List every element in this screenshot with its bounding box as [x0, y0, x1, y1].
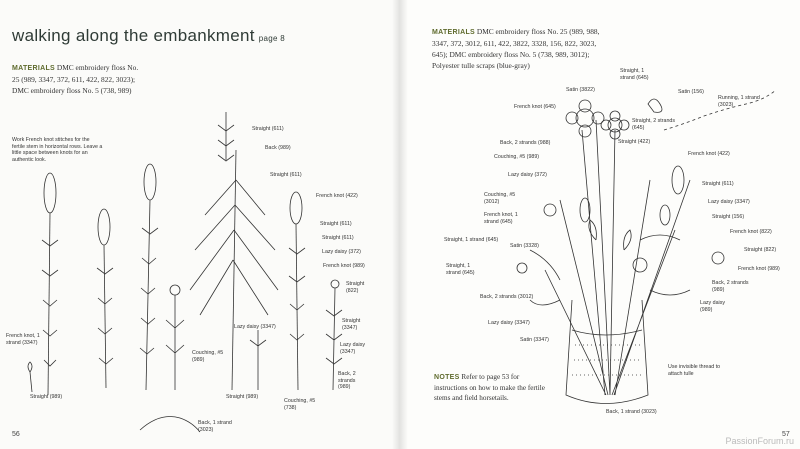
label-invisible-thread: Use invisible thread to attach tulle [668, 364, 721, 377]
label-french-knot-822: French knot (822) [730, 229, 772, 235]
flower-top [566, 100, 604, 137]
label-straight-822: Straight (822) [744, 247, 777, 253]
label-straight-822: Straight (822) [346, 281, 365, 294]
label-lazy-daisy-372: Lazy daisy (372) [508, 172, 547, 178]
label-lazy-daisy-989: Lazy daisy (989) [700, 300, 726, 313]
label-back-3023: Back, 1 strand (3023) [198, 420, 232, 433]
page-title: walking along the embankment page 8 [12, 26, 286, 45]
label-straight-422: Straight (422) [618, 139, 651, 145]
book-gutter [392, 0, 408, 449]
label-couching-989: Couching, #5 (989) [192, 350, 224, 363]
label-couching-989: Couching, #5 (989) [494, 154, 540, 160]
label-straight-989-b: Straight (989) [226, 394, 259, 400]
tulle-vase [566, 300, 648, 404]
instruction-note: Work French knot stitches for the fertile stem in horizontal rows. Leave a little space between knots for an authentic look. [12, 137, 103, 163]
label-french-knot-645: French knot (645) [514, 104, 556, 110]
label-lazy-daisy-372: Lazy daisy (372) [322, 249, 361, 255]
label-satin-156: Satin (156) [678, 89, 704, 95]
label-lazy-daisy-3347-r: Lazy daisy (3347) [340, 342, 366, 355]
label-running-3023: Running, 1 strand (3023) [718, 95, 760, 108]
label-straight-611: Straight (611) [702, 181, 734, 187]
label-straight-156: Straight (156) [712, 214, 745, 220]
label-back-2-strands-988: Back, 2 strands (988) [500, 140, 551, 146]
label-back-3023: Back, 1 strand (3023) [606, 409, 657, 415]
right-page [400, 0, 800, 449]
label-lazy-daisy-3347-b: Lazy daisy (3347) [488, 320, 530, 326]
label-straight-611-a: Straight (611) [320, 221, 352, 227]
fertile-stem-1 [42, 173, 58, 395]
label-straight-1-strand-645: Straight, 1 strand (645) [444, 237, 499, 243]
label-french-knot-422: French knot (422) [688, 151, 730, 157]
fertile-stem-2 [97, 209, 113, 388]
label-lazy-daisy-3347: Lazy daisy (3347) [708, 199, 750, 205]
page-number-right: 57 [782, 431, 790, 438]
label-straight-611-top: Straight (611) [252, 126, 284, 132]
label-straight-611-b: Straight (611) [322, 235, 354, 241]
materials-left: MATERIALS DMC embroidery floss No. 25 (989, 3347, 372, 611, 422, 822, 3023); DMC embroidery floss No. 5 (738, 989) [12, 63, 139, 95]
page-number-left: 56 [12, 431, 20, 438]
label-satin-3822: Satin (3822) [566, 87, 595, 93]
label-lazy-daisy-3347: Lazy daisy (3347) [234, 324, 276, 330]
small-flower [170, 285, 180, 295]
label-back-989: Back (989) [265, 145, 291, 151]
fertile-stem-3 [140, 164, 158, 390]
label-back-2-strands-989: Back, 2 strands (989) [338, 371, 356, 390]
label-couching-3012: Couching, #5 (3012) [484, 192, 516, 205]
label-straight-611-mid: Straight (611) [270, 172, 302, 178]
label-back-2-strands-989: Back, 2 strands (989) [712, 280, 749, 293]
butterfly-icon [648, 99, 662, 112]
label-straight-1-strand-645-b: Straight, 1 strand (645) [446, 263, 475, 276]
fertile-stem-4 [289, 192, 305, 390]
horsetail-top [218, 112, 234, 161]
french-knot-flower [712, 252, 724, 264]
label-straight-989: Straight (989) [30, 394, 63, 400]
cone-right [672, 166, 684, 194]
label-french-knot-1-strand-645: French knot, 1 strand (645) [484, 212, 518, 225]
label-back-2-strands-3012: Back, 2 strands (3012) [480, 294, 534, 300]
label-french-knot-3347: French knot, 1 strand (3347) [6, 333, 40, 346]
label-french-knot-989: French knot (989) [738, 266, 780, 272]
label-french-knot-422: French knot (422) [316, 193, 358, 199]
label-satin-3347: Satin (3347) [520, 337, 549, 343]
notes-block: NOTES Refer to page 53 for instructions on how to make the fertile stems and field horsetails. [434, 373, 545, 402]
label-couching-738: Couching, #5 (738) [284, 398, 316, 411]
label-straight-645: Straight, 1 strand (645) [620, 68, 649, 81]
label-straight-3347: Straight (3347) [342, 318, 361, 331]
label-french-knot-989: French knot (989) [323, 263, 365, 269]
materials-right: MATERIALS DMC embroidery floss No. 25 (989, 988, 3347, 372, 3012, 611, 422, 3822, 3328, 156, 822, 3023, 645); DMC embroidery floss No. 5 (738, 989, 3012); Polyester tulle scraps (blue-gray) [432, 27, 600, 70]
watermark: PassionForum.ru [725, 436, 794, 446]
cone-left [580, 198, 590, 222]
label-straight-2-strands-645: Straight, 2 strands (645) [632, 118, 675, 131]
label-satin-3328: Satin (3328) [510, 243, 539, 249]
